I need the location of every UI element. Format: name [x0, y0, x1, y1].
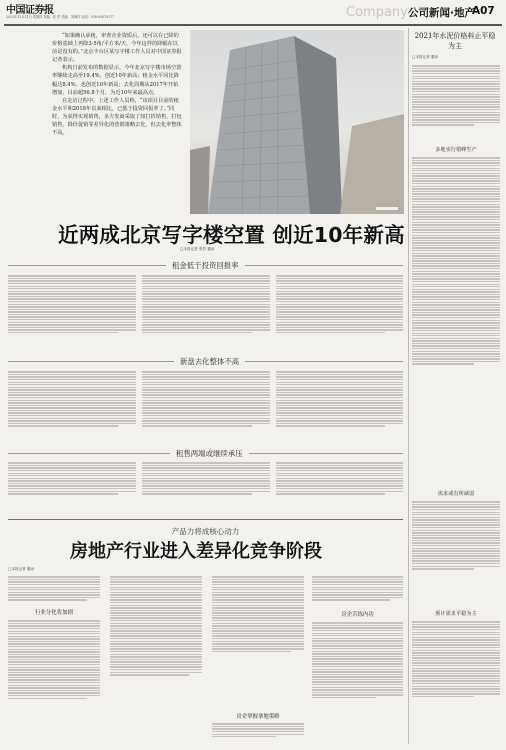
- section-head-1: 租金低于投资回报率: [166, 260, 245, 271]
- right-column-headline: 2021年水泥价格料止平稳为主: [414, 32, 496, 50]
- story2-kicker: 产品力将成核心动力: [171, 527, 240, 536]
- right-text-1: [412, 64, 500, 127]
- photo-illustration: [190, 30, 404, 214]
- right-text-2: [412, 156, 500, 366]
- section-ghost-word: Company: [346, 5, 408, 20]
- story1-text-f: [276, 370, 403, 428]
- column-divider: [408, 28, 409, 744]
- lede-paragraph-3: 在走访过程中，上述工作人员称，“该项目目前的租金水平和2018年以来相比，已低于投资回报率了。”同时，为获得实现销售，多方发商采取了如打折销售，打包销售，降价促销等差异化的营销策略去化，但去化率整体不高。: [52, 97, 182, 137]
- section-head-2: 新盘去化整体不高: [174, 356, 245, 367]
- lede-paragraph-1: “如果确认承租，审查企业资质后，还可以在已降的价格基础上再降3-5角/平方米/天，今年这样的降幅在以前是没有的。”北京丰台区某写字楼工作人员对中国证券报记者表示。: [52, 33, 182, 64]
- story1-text-i: [276, 461, 403, 496]
- story2-text-e: [212, 722, 304, 739]
- section-title: 公司新闻·地产: [408, 7, 475, 19]
- story2-text-g: [312, 621, 403, 700]
- story1-text-a: [8, 274, 136, 334]
- story1-text-h: [142, 461, 270, 496]
- story1-text-d: [8, 370, 136, 428]
- story2-text-a: [8, 575, 100, 602]
- masthead: [0, 0, 506, 23]
- right-text-4: [412, 620, 500, 699]
- right-text-3: [412, 500, 500, 571]
- story1-text-g: [8, 461, 136, 496]
- section-head-3: 租售两端或继续承压: [170, 448, 249, 459]
- lede-paragraph-2: 机构日前发布的数据显示，今年北京写字楼市场空置率继续走高至19.4%，创近10年新高；租金水平同比降幅达8.4%，也创近10年新高；去化周期从2017年开始增加，目前超56.8个月，为近10年来最高点。: [52, 65, 182, 96]
- story2-text-c: [110, 575, 202, 677]
- story2-subhead-3: 房企掌握拿地策略: [236, 714, 280, 720]
- masthead-rule: [4, 24, 502, 26]
- office-building-photo: [190, 30, 404, 214]
- story2-headline: 房地产行业进入差异化竞争阶段: [70, 541, 322, 562]
- right-column-byline: □本报记者 董添: [412, 55, 439, 59]
- story-divider: [8, 519, 403, 520]
- story2-byline: □本报记者 董添: [8, 567, 35, 571]
- main-byline: □本报记者 张哲 董添: [180, 247, 215, 251]
- page-number: A07: [472, 5, 495, 17]
- story1-text-b: [142, 274, 270, 334]
- main-headline: 近两成北京写字楼空置 创近10年新高: [58, 223, 405, 247]
- right-subhead-1: 多地实行错峰生产: [435, 147, 477, 153]
- story1-text-c: [276, 274, 403, 334]
- newspaper-logo: 中国证券报: [6, 5, 54, 16]
- right-subhead-2: 需求或有所减弱: [437, 491, 475, 497]
- story2-subhead-2: 房企苦练内功: [341, 612, 374, 618]
- dateline: 2023年12月21日 星期四 责编：张 哲 美编：刘海洋 电话：010-63070277: [6, 15, 115, 19]
- right-subhead-3: 预计需求平稳为主: [435, 611, 477, 617]
- story2-text-b: [8, 619, 100, 700]
- story2-text-d: [212, 575, 304, 654]
- story2-text-f: [312, 575, 403, 602]
- story2-subhead-1: 行业分化将加剧: [35, 610, 73, 616]
- lede-block: [52, 32, 182, 137]
- photo-credit: [376, 207, 398, 210]
- story1-text-e: [142, 370, 270, 428]
